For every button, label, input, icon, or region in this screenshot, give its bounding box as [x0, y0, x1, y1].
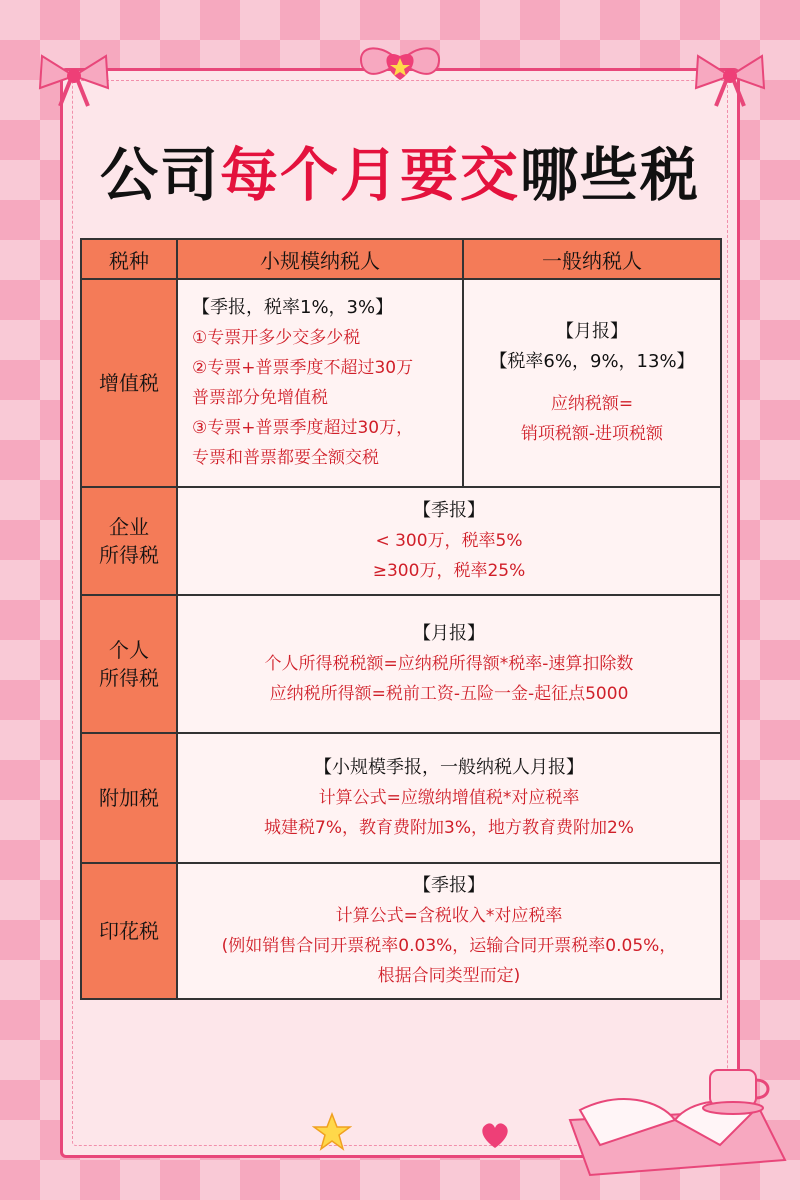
page-title — [0, 128, 800, 212]
title-part-2: 每个月要交 — [219, 141, 520, 209]
table-row — [81, 863, 721, 999]
table-row — [81, 595, 721, 733]
vat-small-head: 【季报，税率1%，3%】 — [192, 297, 394, 318]
book-and-cup-icon — [560, 1050, 790, 1180]
tax-type-stamp: 印花税 — [81, 863, 177, 999]
star-icon — [312, 1112, 352, 1152]
vat-small-cell — [177, 279, 463, 487]
pit-line: 应纳税所得额=税前工资-五险一金-起征点5000 — [269, 684, 629, 704]
tax-type-surtax: 附加税 — [81, 733, 177, 863]
table-row — [81, 279, 721, 487]
header-tax-type: 税种 — [81, 239, 177, 279]
left-bow-icon — [34, 48, 114, 108]
tax-type-cit — [81, 487, 177, 595]
cit-line: < 300万，税率5% — [375, 531, 523, 551]
table-row — [81, 487, 721, 595]
right-bow-icon — [690, 48, 770, 108]
header-small-scale: 小规模纳税人 — [177, 239, 463, 279]
top-heart-bow-icon — [350, 38, 450, 88]
table-header-row — [81, 239, 721, 279]
vat-general-rates: 【税率6%，9%，13%】 — [489, 351, 695, 372]
heart-icon — [478, 1120, 512, 1150]
vat-small-line: ②专票+普票季度不超过30万 — [192, 358, 414, 378]
stamp-head: 【季报】 — [413, 875, 485, 896]
tax-table — [80, 238, 722, 1000]
pit-head: 【月报】 — [413, 623, 485, 644]
vat-small-line: 普票部分免增值税 — [192, 388, 328, 408]
cit-name-line: 企业 — [109, 515, 149, 539]
stamp-line: 根据合同类型而定) — [377, 966, 521, 986]
stamp-line: (例如销售合同开票税率0.03%，运输合同开票税率0.05%， — [221, 936, 677, 956]
table-row — [81, 733, 721, 863]
vat-general-head: 【月报】 — [556, 321, 628, 342]
pit-cell — [177, 595, 721, 733]
vat-small-line: ③专票+普票季度超过30万， — [192, 418, 414, 438]
pit-name-line: 所得税 — [99, 666, 159, 690]
tax-type-vat: 增值税 — [81, 279, 177, 487]
pit-name-line: 个人 — [109, 638, 149, 662]
surtax-line: 城建税7%，教育费附加3%，地方教育费附加2% — [264, 818, 634, 838]
vat-general-line: 销项税额-进项税额 — [520, 424, 664, 444]
surtax-line: 计算公式=应缴纳增值税*对应税率 — [318, 788, 580, 808]
vat-general-line: 应纳税额= — [550, 394, 634, 414]
stamp-cell — [177, 863, 721, 999]
cit-name-line: 所得税 — [99, 543, 159, 567]
cit-head: 【季报】 — [413, 500, 485, 521]
pit-line: 个人所得税税额=应纳税所得额*税率-速算扣除数 — [264, 654, 634, 674]
tax-type-pit — [81, 595, 177, 733]
vat-small-line: ①专票开多少交多少税 — [192, 328, 361, 348]
stamp-line: 计算公式=含税收入*对应税率 — [335, 906, 563, 926]
surtax-cell — [177, 733, 721, 863]
cit-cell — [177, 487, 721, 595]
surtax-head: 【小规模季报，一般纳税人月报】 — [314, 757, 584, 778]
title-part-1: 公司 — [99, 141, 220, 209]
vat-general-cell — [463, 279, 721, 487]
cit-line: ≥300万，税率25% — [372, 561, 526, 581]
header-general: 一般纳税人 — [463, 239, 721, 279]
title-part-3: 哪些税 — [520, 141, 701, 209]
vat-small-line: 专票和普票都要全额交税 — [192, 448, 379, 468]
